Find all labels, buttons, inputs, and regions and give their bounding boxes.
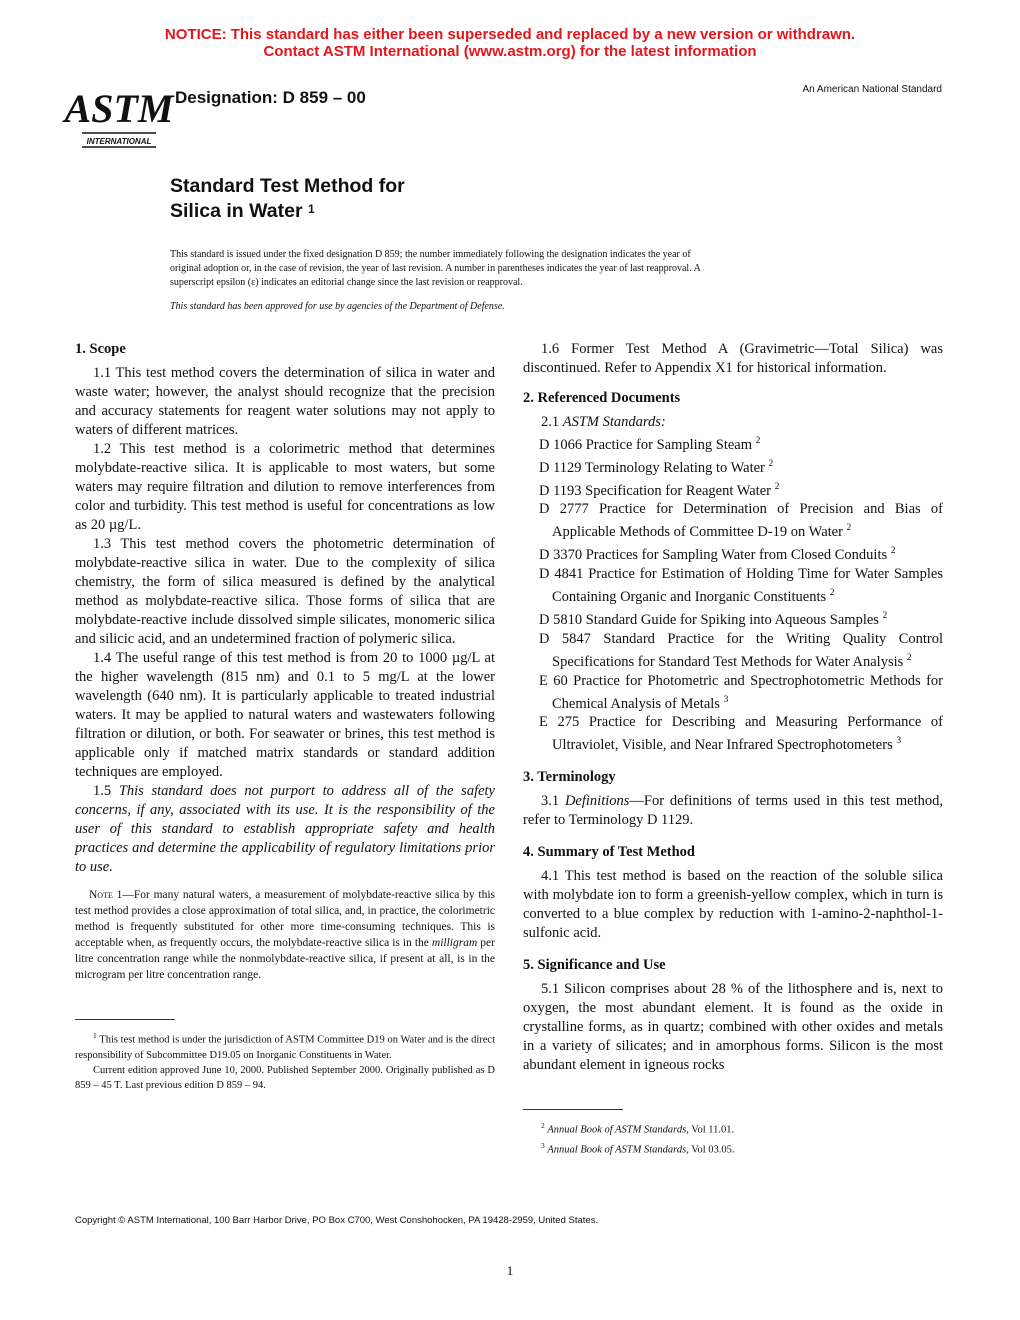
para-1-5: 1.5 This standard does not purport to address all of the safety concerns, if any, associated with its use. It is the responsibility of the user of this standard to establish appropriate safety and health practices and determine the applicability of regulatory limitations prior to use. [75, 783, 495, 875]
referenced-item: E 60 Practice for Photometric and Spectrophotometric Methods for Chemical Analysis of Metals $^3$ [539, 672, 943, 712]
para-1-4: 1.4 The useful range of this test method is from 20 to 1000 µg/L at the higher wavelength (815 nm) and 0.1 to 5 mg/L at the lower wavelength (640 nm). It is particularly applicable to treated industrial waters. It may be applied to natural waters and wastewaters following filtration or dilution, or both. For seawater or brines, this test method is applicable only if matched matrix standards or standard addition techniques are employed. [75, 650, 495, 780]
referenced-heading: 2. Referenced Documents [523, 390, 681, 406]
footnote-2: $^2$ Annual Book of ASTM Standards, Vol 11.01. [541, 1121, 735, 1136]
para-1-1: 1.1 This test method covers the determination of silica in water and waste water; however, the analyst should recognize that the precision and accuracy statements for reagent water solutions may not apply to waters of different matrices. [75, 365, 495, 438]
designation: Designation: D 859 – 00 [175, 88, 366, 107]
referenced-item: D 1129 Terminology Relating to Water $^2$ [539, 458, 774, 476]
terminology-heading: 3. Terminology [523, 769, 616, 786]
astm-logo [64, 76, 174, 150]
significance-heading: 5. Significance and Use [523, 957, 666, 974]
title-line-1: Standard Test Method for [170, 175, 405, 197]
para-1-2: 1.2 This test method is a colorimetric method that determines molybdate-reactive silica. It is applicable to most waters, but some waters may require filtration and dilution to remove interferences from color and turbidity. This test method is useful for concentrations as low as 20 µg/L. [75, 441, 495, 533]
para-5-1: 5.1 Silicon comprises about 28 % of the lithosphere and is, next to oxygen, the most abundant element. It is found as the oxide in crystalline forms, as in quartz; combined with other oxides and metals in a variety of silicates; and in amorphous forms. Silicon is the most abundant element in igneous rocks [523, 981, 943, 1074]
right-column [523, 340, 943, 1157]
referenced-item: D 2777 Practice for Determination of Precision and Bias of Applicable Methods of Committee D-19 on Water $^2$ [539, 501, 943, 541]
notice-line-1: NOTICE: This standard has either been superseded and replaced by a new version or withdrawn. [164, 26, 856, 43]
logo-text: ASTM [64, 86, 174, 131]
dod-approval: This standard has been approved for use by agencies of the Department of Defense. [170, 301, 505, 312]
referenced-item: D 4841 Practice for Estimation of Holding Time for Water Samples Containing Organic and Inorganic Constituents $^2$ [539, 566, 943, 605]
notice-line-2: Contact ASTM International (www.astm.org) for the latest information [263, 43, 757, 60]
para-1-3: 1.3 This test method covers the photometric determination of molybdate-reactive silica in water. Due to the complexity of silica chemistry, the form of silica measured is defined by the analytical method as molybdate-reactive silica. Those forms of silica that are molybdate-reactive include dissolved simple silicates, monomeric silica and silicic acid, and an undetermined fraction of polymeric silica. [75, 536, 495, 647]
page-title [170, 174, 405, 224]
footnote-1: $^1$ This test method is under the jurisdiction of ASTM Committee D19 on Water and is the direct responsibility of Subcommittee D19.05 on Inorganic Constituents in Water. [75, 1031, 496, 1061]
preamble-line-1: This standard is issued under the fixed designation D 859; the number immediately following the designation indicates the year of [170, 249, 691, 260]
copyright: Copyright © ASTM International, 100 Barr Harbor Drive, PO Box C700, West Conshohocken, PA 19428-2959, United States. [75, 1215, 599, 1226]
referenced-list [523, 432, 943, 755]
scope-heading: 1. Scope [75, 341, 126, 357]
title-footnote-ref: 1 [308, 202, 315, 216]
para-2-1: 2.1 ASTM Standards: [541, 414, 666, 430]
preamble [170, 248, 850, 290]
referenced-item: E 275 Practice for Describing and Measuring Performance of Ultraviolet, Visible, and Near Infrared Spectrophotometers $^3$ [539, 714, 943, 754]
footnote-3: $^3$ Annual Book of ASTM Standards, Vol 03.05. [541, 1140, 735, 1156]
para-3-1: 3.1 Definitions—For definitions of terms used in this test method, refer to Terminology D 1129. [523, 793, 943, 829]
referenced-item: D 5810 Standard Guide for Spiking into Aqueous Samples $^2$ [539, 610, 888, 628]
referenced-item: D 1193 Specification for Reagent Water $^2$ [539, 481, 780, 499]
note-label: Note 1 [89, 889, 123, 901]
notice-banner [0, 26, 1020, 60]
preamble-line-3: superscript epsilon (ε) indicates an editorial change since the last revision or reapproval. [170, 277, 523, 288]
left-column [75, 340, 495, 1093]
logo-subtext: INTERNATIONAL [86, 137, 152, 146]
footnote-1-edition: Current edition approved June 10, 2000. Published September 2000. Originally published as D 859 – 45 T. Last previous edition D 859 – 94. [75, 1064, 495, 1091]
referenced-item: D 1066 Practice for Sampling Steam $^2$ [539, 436, 761, 453]
note-1: Note 1—For many natural waters, a measurement of molybdate-reactive silica by this test method provides a close approximation of total silica, and, in practice, the colorimetric method is frequently substituted for other more time-consuming techniques. This is acceptable when, as frequently occurs, the molybdate-reactive silica is in the milligram per litre concentration range while the nonmolybdate-reactive silica, if present at all, is in the microgram per litre concentration range. [75, 889, 495, 981]
page-number: 1 [506, 1263, 514, 1278]
summary-heading: 4. Summary of Test Method [523, 844, 695, 861]
referenced-item: D 5847 Standard Practice for the Writing Quality Control Specifications for Standard Test Methods for Water Analysis $^2$ [539, 630, 943, 670]
title-line-2: Silica in Water [170, 200, 303, 222]
referenced-item: D 3370 Practices for Sampling Water from Closed Conduits $^2$ [539, 546, 896, 564]
american-national-standard: An American National Standard [802, 84, 942, 95]
preamble-line-2: original adoption or, in the case of revision, the year of last revision. A number in parentheses indicates the year of last reapproval. A [170, 263, 701, 274]
para-1-6: 1.6 Former Test Method A (Gravimetric—Total Silica) was discontinued. Refer to Appendix X1 for historical information. [523, 341, 943, 376]
para-4-1: 4.1 This test method is based on the reaction of the soluble silica with molybdate ion to form a greenish-yellow complex, which in turn is converted to a blue complex by reduction with 1-amino-2-naphthol-1-sulfonic acid. [523, 868, 943, 942]
